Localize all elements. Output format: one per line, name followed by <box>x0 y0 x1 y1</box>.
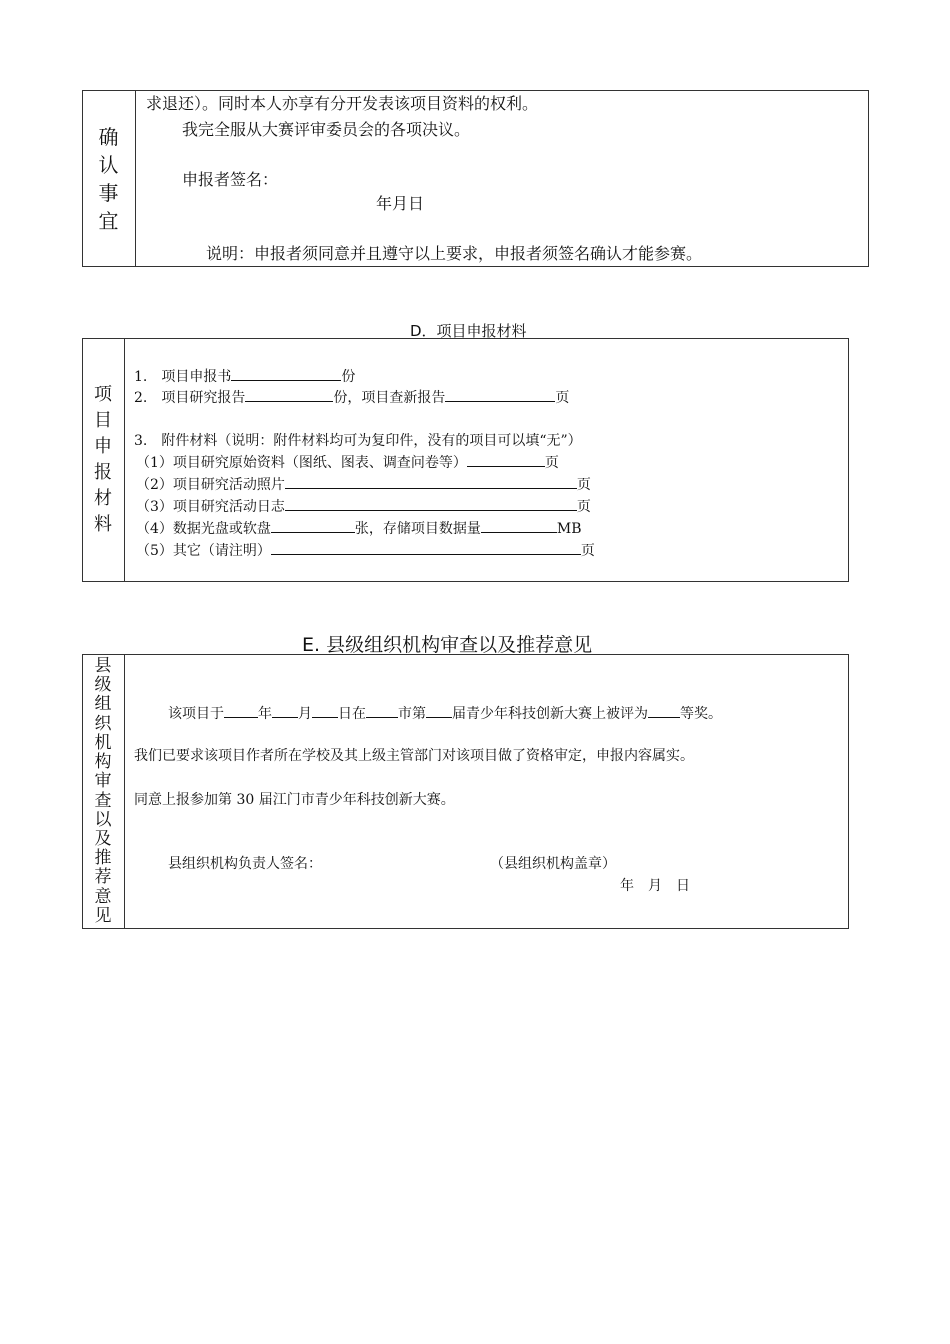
log-pages-blank[interactable] <box>285 496 577 511</box>
attachment-item-1: （1）项目研究原始资料（图纸、图表、调查问卷等） 页 <box>136 452 559 473</box>
section-e-title: E. 县级组织机构审查以及推荐意见 <box>302 634 593 656</box>
label-char: 意 <box>94 886 112 907</box>
label-char: 确 <box>98 124 119 149</box>
county-seal-label: （县组织机构盖章） <box>490 856 616 872</box>
label-char: 以 <box>94 809 112 830</box>
applicant-signature-label: 申报者签名： <box>182 170 279 189</box>
novelty-report-pages-blank[interactable] <box>445 387 555 402</box>
county-review-date: 年 月 日 <box>620 878 690 894</box>
confirmation-date: 年月日 <box>376 194 425 213</box>
attachment-item-2: （2）项目研究活动照片 页 <box>136 474 591 495</box>
confirmation-line-1: 求退还）。同时本人亦享有分开发表该项目资料的权利。 <box>146 94 539 113</box>
year-blank[interactable] <box>224 703 258 718</box>
label-char: 织 <box>94 713 112 734</box>
prize-level-blank[interactable] <box>648 703 680 718</box>
confirmation-line-2: 我完全服从大赛评审委员会的各项决议。 <box>182 120 471 139</box>
recommendation-statement: 同意上报参加第 30 届江门市青少年科技创新大赛。 <box>134 792 455 808</box>
materials-label <box>82 338 124 582</box>
material-item-2: 2. 项目研究报告 份，项目查新报告 页 <box>134 387 569 408</box>
other-pages-blank[interactable] <box>271 540 581 555</box>
label-char: 机 <box>94 732 112 753</box>
label-char: 料 <box>94 514 112 535</box>
label-char: 事 <box>98 180 119 205</box>
label-char: 见 <box>94 905 112 926</box>
city-blank[interactable] <box>366 703 398 718</box>
material-item-3: 3. 附件材料（说明：附件材料均可为复印件，没有的项目可以填“无”） <box>134 433 582 449</box>
attachment-item-4: （4）数据光盘或软盘 张，存储项目数据量 MB <box>136 518 582 539</box>
qualification-statement: 我们已要求该项目作者所在学校及其上级主管部门对该项目做了资格审定，申报内容属实。 <box>134 748 694 764</box>
label-char: 报 <box>94 462 112 483</box>
report-copies-blank[interactable] <box>245 387 333 402</box>
month-blank[interactable] <box>272 703 298 718</box>
label-char: 县 <box>94 656 112 677</box>
label-char: 查 <box>94 790 112 811</box>
label-char: 级 <box>94 675 112 696</box>
data-size-blank[interactable] <box>481 518 557 533</box>
photos-pages-blank[interactable] <box>285 474 577 489</box>
material-item-1: 1. 项目申报书 份 <box>134 366 355 387</box>
label-char: 推 <box>94 848 112 869</box>
county-review-label <box>82 654 124 929</box>
copies-blank[interactable] <box>231 366 341 381</box>
label-char: 宜 <box>98 208 119 233</box>
label-char: 目 <box>94 410 112 431</box>
session-blank[interactable] <box>426 703 452 718</box>
disc-count-blank[interactable] <box>271 518 355 533</box>
label-char: 组 <box>94 694 112 715</box>
confirmation-note: 说明：申报者须同意并且遵守以上要求，申报者须签名确认才能参赛。 <box>206 244 703 263</box>
label-char: 材 <box>94 488 112 509</box>
label-char: 申 <box>94 436 112 457</box>
section-d-title: D．项目申报材料 <box>410 322 527 340</box>
raw-data-pages-blank[interactable] <box>467 452 545 467</box>
county-signature-label: 县组织机构负责人签名： <box>168 856 322 872</box>
label-char: 认 <box>98 152 119 177</box>
label-char: 及 <box>94 828 112 849</box>
label-char: 审 <box>94 771 112 792</box>
day-blank[interactable] <box>312 703 338 718</box>
attachment-item-3: （3）项目研究活动日志 页 <box>136 496 591 517</box>
label-char: 项 <box>94 384 112 405</box>
county-review-divider <box>124 654 125 929</box>
confirmation-label <box>82 90 135 267</box>
materials-divider <box>124 338 125 582</box>
label-char: 荐 <box>94 867 112 888</box>
attachment-item-5: （5）其它（请注明） 页 <box>136 540 595 561</box>
award-statement: 该项目于 年 月 日在 市第 届青少年科技创新大赛上被评为 等奖。 <box>168 703 722 724</box>
confirmation-divider <box>135 90 136 267</box>
label-char: 构 <box>94 752 112 773</box>
